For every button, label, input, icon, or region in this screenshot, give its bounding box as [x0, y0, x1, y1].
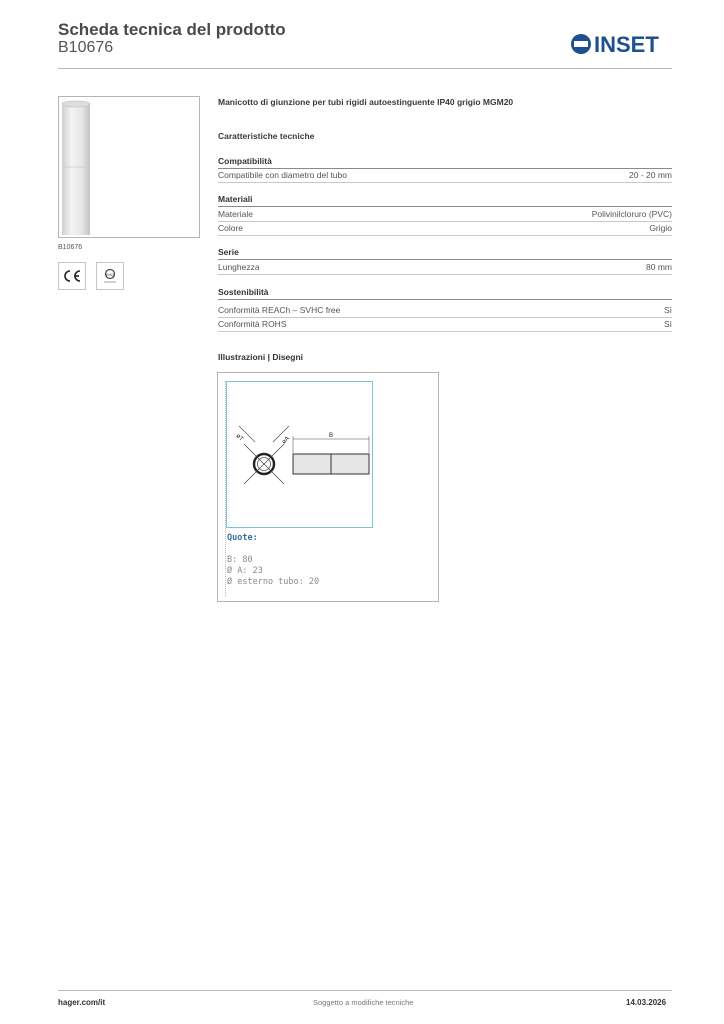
footer-note: Soggetto a modifiche tecniche: [313, 998, 414, 1007]
technical-drawing: [226, 381, 373, 528]
svg-text:IMQ: IMQ: [106, 272, 114, 277]
spec-key: Lunghezza: [218, 262, 260, 272]
product-image: [58, 96, 200, 238]
spec-value: Polivinilcloruro (PVC): [591, 209, 672, 219]
diameter-t-label: øT: [234, 433, 245, 443]
footer-divider: [58, 990, 672, 991]
row-divider: [218, 182, 672, 183]
spec-key: Colore: [218, 223, 244, 233]
row-divider: [218, 274, 672, 275]
footer-date: 14.03.2026: [626, 998, 667, 1007]
quote-item: B: 80: [227, 555, 253, 565]
spec-value: Grigio: [649, 223, 672, 233]
spec-row: [218, 221, 672, 235]
header-divider: [58, 68, 672, 69]
spec-row: [218, 303, 672, 317]
spec-value: 80 mm: [646, 262, 672, 272]
spec-value: 20 - 20 mm: [629, 170, 672, 180]
spec-row: [218, 260, 672, 274]
section-title-materials: Materiali: [218, 194, 253, 204]
section-title-sustainability: Sostenibilità: [218, 287, 269, 297]
quotes-label: Quote:: [227, 533, 258, 543]
inset-logo-icon: [570, 32, 674, 56]
imq-mark-icon: [100, 266, 120, 286]
characteristics-title: Caratteristiche tecniche: [218, 131, 315, 141]
spec-key: Conformità REACh – SVHC free: [218, 305, 341, 315]
section-title-compatibility: Compatibilità: [218, 156, 272, 166]
diameter-a-label: øA: [281, 435, 291, 446]
spec-key: Conformità ROHS: [218, 319, 287, 329]
imq-mark-badge: [96, 262, 124, 290]
length-b-label: B: [329, 433, 334, 439]
page-title: Scheda tecnica del prodotto: [58, 20, 286, 39]
illustrations-title: Illustrazioni | Disegni: [218, 352, 304, 362]
logo-text: INSET: [594, 32, 659, 56]
spec-value: Sì: [663, 319, 672, 329]
quote-item: Ø esterno tubo: 20: [227, 577, 320, 587]
spec-key: Compatibile con diametro del tubo: [218, 170, 347, 180]
ce-mark-badge: [58, 262, 86, 290]
inset-logo: [570, 32, 674, 56]
spec-value: Sì: [663, 305, 672, 315]
product-description: Manicotto di giunzione per tubi rigidi autoestinguente IP40 grigio MGM20: [218, 97, 514, 107]
spec-row: [218, 317, 672, 331]
section-title-series: Serie: [218, 247, 239, 257]
row-divider: [218, 235, 672, 236]
ce-mark-icon: [61, 268, 83, 284]
product-code: B10676: [58, 39, 114, 56]
row-divider: [218, 331, 672, 332]
section-divider: [218, 299, 672, 300]
footer-website: hager.com/it: [58, 998, 106, 1007]
thumbnail-code: B10676: [58, 244, 83, 251]
spec-key: Materiale: [218, 209, 253, 219]
quote-item: Ø A: 23: [227, 566, 263, 576]
spec-row: [218, 168, 672, 182]
spec-row: [218, 207, 672, 221]
